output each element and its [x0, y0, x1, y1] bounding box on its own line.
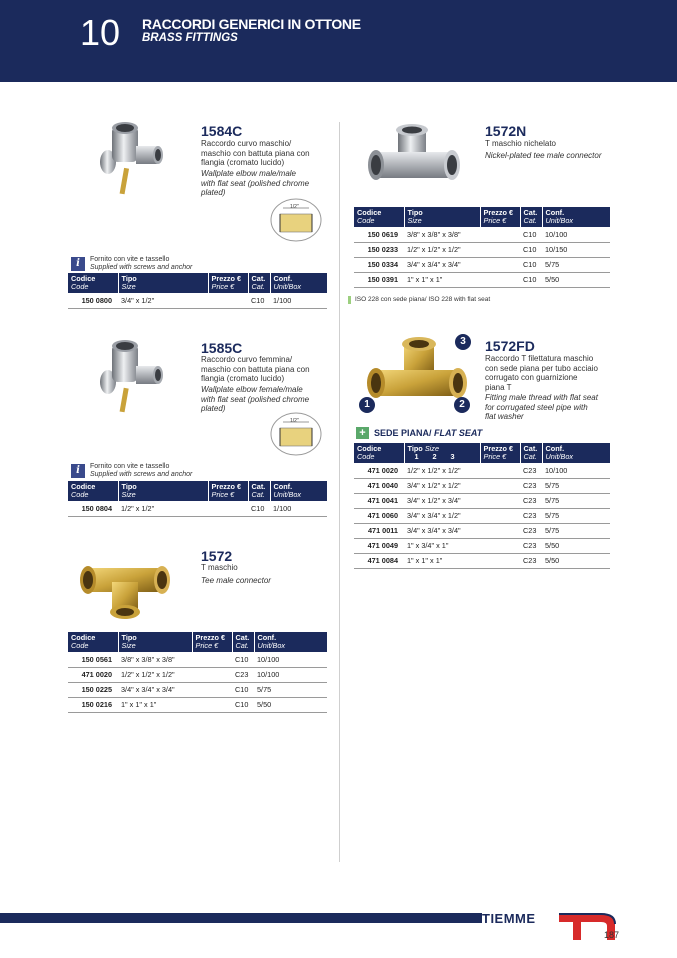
- price-table-1572n: Codice Code Tipo Size Prezzo € Price € Cat. Cat. Conf. Unit/Box 150 0619 3/8" x 3/8" x 3/8" C10 10/100 150 0233 1/2" x 1/2" x 1/2" C10 10/150 150 0334 3/4" x 3/4" x 3/4" C10 5/75 150 0391 1" x 1" x 1" C10 5/50: [354, 207, 610, 288]
- product-description-en: Wallplate elbow male/male with flat seat (polished chrome plated): [201, 169, 310, 197]
- plus-icon: +: [356, 427, 369, 439]
- table-row: 150 0619 3/8" x 3/8" x 3/8" C10 10/100: [354, 227, 610, 242]
- info-icon: i: [71, 257, 85, 271]
- footer-bar: [0, 913, 482, 923]
- product-description-en: Tee male connector: [201, 576, 271, 585]
- badge-3: 3: [455, 334, 471, 350]
- price-table-1572fd: Codice Code Tipo Size 1 2 3 Prezzo € Price € Cat. Cat. Conf. Unit/Box 471 0020 1/2" x 1/2" x 1/2" C23 10/100 471 0040 3/4" x 1/2" x 1/2" C23 5/75 471 0041 3/4" x 1/2" x 3/4" C23 5/75 471 0060 3/4" x 3/4" x 1/2" C23 5/75 471 0011 3/4" x 3/4" x 3/4" C23 5/75 471 0049 1" x 3/4" x 1" C23 5/50 471 0084 1" x 1" x 1" C23 5/50: [354, 443, 610, 569]
- product-code: 1572: [201, 548, 233, 564]
- price-table-1584c: Codice Code Tipo Size Prezzo € Price € Cat. Cat. Conf. Unit/Box 150 0800 3/4" x 1/2" C10 1/100: [68, 273, 327, 309]
- supplied-note: Fornito con vite e tassello Supplied with screws and anchor: [90, 256, 193, 271]
- price-table-1572: Codice Code Tipo Size Prezzo € Price € Cat. Cat. Conf. Unit/Box 150 0561 3/8" x 3/8" x 3/8" C10 10/100 471 0020 1/2" x 1/2" x 1/2" C23 10/100 150 0225 3/4" x 3/4" x 3/4" C10 5/75 150 0216 1" x 1" x 1" C10 5/50: [68, 632, 327, 713]
- table-row: 471 0041 3/4" x 1/2" x 3/4" C23 5/75: [354, 493, 610, 508]
- section-heading: SEDE PIANA/ FLAT SEAT: [374, 428, 483, 438]
- table-row: 471 0020 1/2" x 1/2" x 1/2" C23 10/100: [68, 667, 327, 682]
- product-image-1572: [78, 548, 172, 622]
- table-row: 150 0561 3/8" x 3/8" x 3/8" C10 10/100: [68, 652, 327, 667]
- product-description-it: Raccordo curvo femmina/ maschio con battuta piana con flangia (cromato lucido): [201, 355, 310, 383]
- diagram-label: 1/2": [290, 418, 299, 424]
- product-description-it: T maschio: [201, 563, 238, 572]
- info-icon: i: [71, 464, 85, 478]
- product-description-en: Nickel-plated tee male connector: [485, 151, 602, 160]
- table-row: 150 0334 3/4" x 3/4" x 3/4" C10 5/75: [354, 257, 610, 272]
- chapter-subtitle: BRASS FITTINGS: [142, 32, 238, 44]
- table-row: 150 0225 3/4" x 3/4" x 3/4" C10 5/75: [68, 682, 327, 697]
- table-row: 471 0020 1/2" x 1/2" x 1/2" C23 10/100: [354, 463, 610, 478]
- page-number: 187: [604, 930, 620, 940]
- badge-1: 1: [359, 397, 375, 413]
- table-row: 471 0084 1" x 1" x 1" C23 5/50: [354, 553, 610, 568]
- product-description-it: T maschio nichelato: [485, 139, 556, 148]
- table-row: 471 0060 3/4" x 3/4" x 1/2" C23 5/75: [354, 508, 610, 523]
- table-row: 471 0049 1" x 3/4" x 1" C23 5/50: [354, 538, 610, 553]
- table-row: 471 0040 3/4" x 1/2" x 1/2" C23 5/75: [354, 478, 610, 493]
- column-divider: [339, 122, 340, 862]
- price-table-1585c: Codice Code Tipo Size Prezzo € Price € Cat. Cat. Conf. Unit/Box 150 0804 1/2" x 1/2" C10 1/100: [68, 481, 327, 517]
- product-description-en: Wallplate elbow female/male with flat seat (polished chrome plated): [201, 385, 310, 413]
- chapter-title: RACCORDI GENERICI IN OTTONE: [142, 16, 361, 32]
- product-image-1572n: [366, 124, 462, 196]
- product-description-en: Fitting male thread with flat seat for corrugated steel pipe with flat washer: [485, 393, 598, 421]
- product-description-it: Raccordo curvo maschio/ maschio con battuta piana con flangia (cromato lucido): [201, 139, 310, 167]
- chapter-number: 10: [80, 12, 121, 53]
- product-code: 1585C: [201, 340, 243, 356]
- product-image-1584c: [98, 118, 166, 198]
- iso-note: ISO 228 con sede piana/ ISO 228 with flat seat: [355, 296, 491, 303]
- page-header: [0, 0, 677, 82]
- table-row: 150 0216 1" x 1" x 1" C10 5/50: [68, 697, 327, 712]
- table-row: 150 0804 1/2" x 1/2" C10 1/100: [68, 501, 327, 516]
- table-row: 471 0011 3/4" x 3/4" x 3/4" C23 5/75: [354, 523, 610, 538]
- supplied-note: Fornito con vite e tassello Supplied with screws and anchor: [90, 463, 193, 478]
- product-code: 1584C: [201, 123, 243, 139]
- product-image-1585c: [98, 336, 166, 416]
- product-description-it: Raccordo T filettatura maschio con sede piana per tubo acciaio corrugato con guarnizione piana T: [485, 354, 598, 392]
- iso-marker: [348, 296, 351, 304]
- table-row: 150 0800 3/4" x 1/2" C10 1/100: [68, 293, 327, 308]
- brand-logo: TIEMME: [482, 911, 536, 926]
- badge-2: 2: [454, 397, 470, 413]
- product-code: 1572FD: [485, 338, 535, 354]
- diagram-label: 1/2": [290, 204, 299, 210]
- product-code: 1572N: [485, 123, 527, 139]
- table-row: 150 0233 1/2" x 1/2" x 1/2" C10 10/150: [354, 242, 610, 257]
- table-row: 150 0391 1" x 1" x 1" C10 5/50: [354, 272, 610, 287]
